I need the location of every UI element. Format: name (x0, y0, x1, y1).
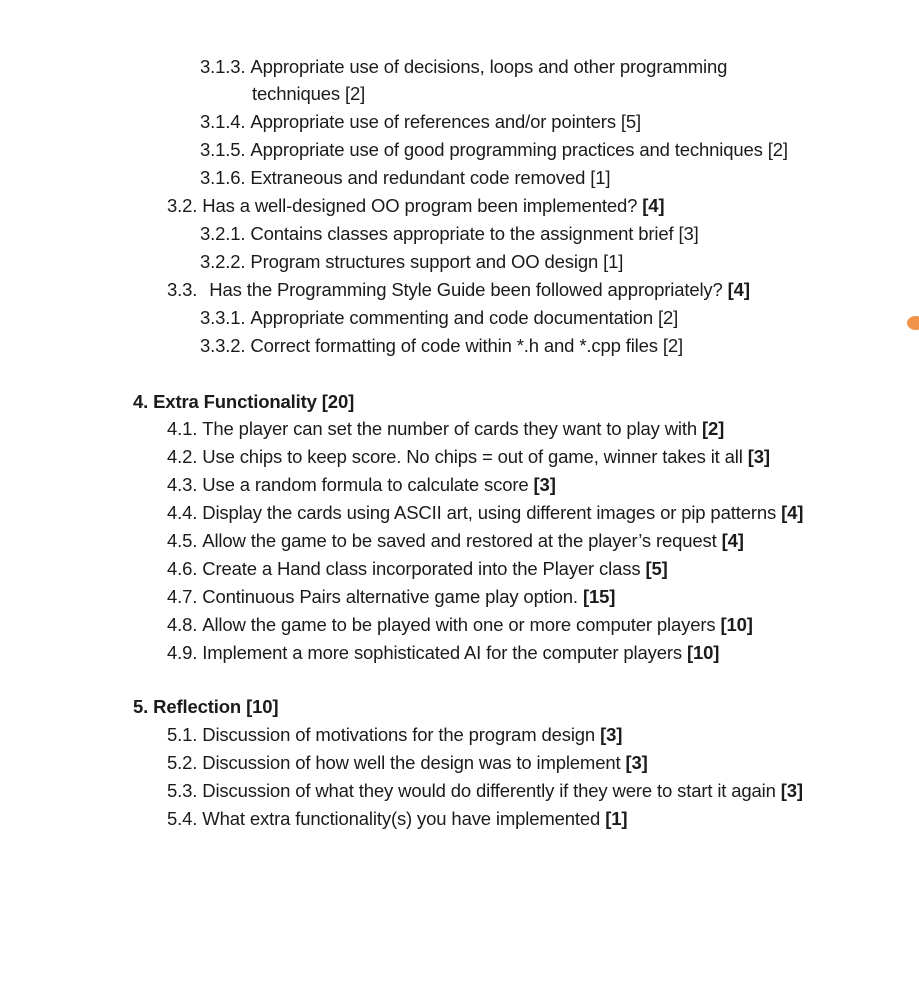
mark-3-3-2: [2] (662, 335, 683, 356)
section-5-heading: 5. Reflection [10] (133, 696, 279, 717)
mark-5-4: [1] (605, 808, 628, 829)
mark-section-5: [10] (246, 696, 279, 717)
orange-dot-marker (907, 316, 919, 330)
criterion-3-2-1: 3.2.1. Contains classes appropriate to the assignment brief [3] (200, 223, 699, 244)
mark-3-1-3: [2] (344, 83, 366, 104)
mark-4-3: [3] (533, 474, 556, 495)
criterion-3-2-2: 3.2.2. Program structures support and OO design [1] (200, 251, 624, 272)
mark-3-1-6: [1] (590, 167, 611, 188)
criterion-4-2: 4.2. Use chips to keep score. No chips = out of game, winner takes it all [3] (167, 446, 770, 467)
criterion-4-7: 4.7. Continuous Pairs alternative game play option. [15] (167, 586, 616, 607)
mark-4-7: [15] (582, 586, 616, 607)
criterion-4-9: 4.9. Implement a more sophisticated AI for the computer players [10] (167, 642, 720, 663)
mark-3-2-2: [1] (603, 251, 624, 272)
criterion-5-4: 5.4. What extra functionality(s) you have implemented [1] (167, 808, 628, 829)
criterion-4-1: 4.1. The player can set the number of cards they want to play with [2] (167, 418, 725, 439)
criterion-5-1: 5.1. Discussion of motivations for the program design [3] (167, 724, 623, 745)
mark-4-5: [4] (721, 530, 744, 551)
criterion-3-1-4: 3.1.4. Appropriate use of references and/or pointers [5] (200, 111, 642, 132)
criterion-3-3: 3.3. Has the Programming Style Guide been followed appropriately? [4] (167, 279, 750, 300)
criterion-5-2: 5.2. Discussion of how well the design was to implement [3] (167, 752, 648, 773)
mark-4-2: [3] (747, 446, 770, 467)
mark-4-9: [10] (687, 642, 720, 663)
criterion-3-1-3-continued: techniques [2] (252, 83, 366, 104)
mark-3-2-1: [3] (678, 223, 699, 244)
criterion-3-2: 3.2. Has a well-designed OO program been implemented? [4] (167, 195, 665, 216)
criterion-4-8: 4.8. Allow the game to be played with one or more computer players [10] (167, 614, 753, 635)
criterion-3-1-3: 3.1.3. Appropriate use of decisions, loops and other programming (200, 56, 728, 77)
criterion-4-3: 4.3. Use a random formula to calculate score [3] (167, 474, 556, 495)
criterion-3-1-6: 3.1.6. Extraneous and redundant code removed [1] (200, 167, 611, 188)
mark-5-2: [3] (625, 752, 648, 773)
mark-section-4: [20] (321, 391, 355, 412)
mark-5-3: [3] (780, 780, 803, 801)
criterion-3-3-2: 3.3.2. Correct formatting of code within *.h and *.cpp files [2] (200, 335, 683, 356)
mark-4-6: [5] (645, 558, 668, 579)
mark-3-3: [4] (727, 279, 750, 300)
mark-3-1-5: [2] (767, 139, 788, 160)
criterion-3-1-5: 3.1.5. Appropriate use of good programming practices and techniques [2] (200, 139, 788, 160)
criterion-3-3-1: 3.3.1. Appropriate commenting and code documentation [2] (200, 307, 679, 328)
mark-5-1: [3] (600, 724, 623, 745)
criterion-5-3: 5.3. Discussion of what they would do differently if they were to start it again [3] (167, 780, 803, 801)
criterion-4-4: 4.4. Display the cards using ASCII art, using different images or pip patterns [4] (167, 502, 804, 523)
criterion-4-5: 4.5. Allow the game to be saved and restored at the player’s request [4] (167, 530, 744, 551)
mark-4-8: [10] (720, 614, 753, 635)
mark-3-1-4: [5] (620, 111, 642, 132)
mark-4-4: [4] (781, 502, 804, 523)
mark-3-2: [4] (642, 195, 665, 216)
criterion-4-6: 4.6. Create a Hand class incorporated into the Player class [5] (167, 558, 668, 579)
mark-4-1: [2] (702, 418, 725, 439)
mark-3-3-1: [2] (657, 307, 679, 328)
section-4-heading: 4. Extra Functionality [20] (133, 391, 355, 412)
